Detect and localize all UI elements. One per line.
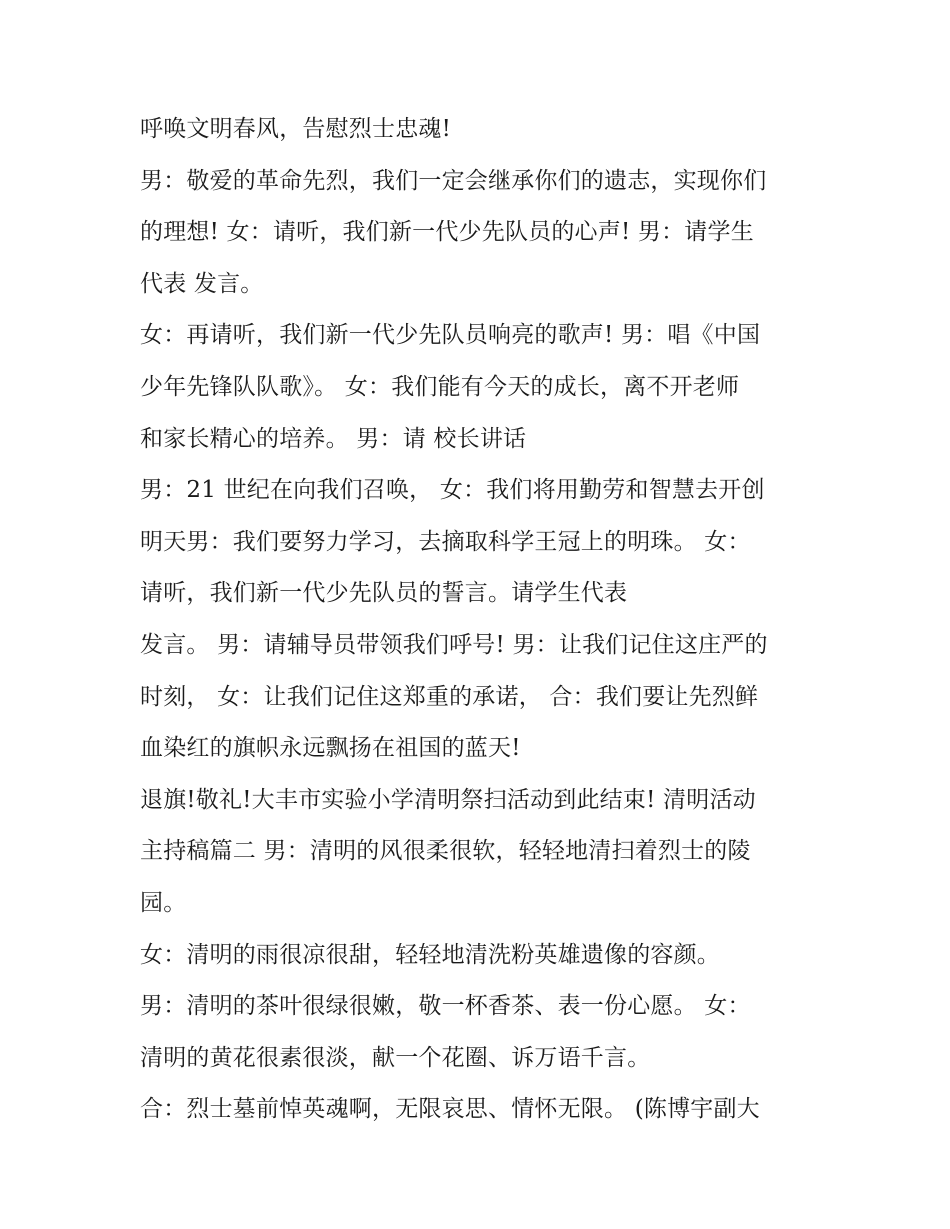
text-line: 男：清明的茶叶很绿很嫩，敬一杯香茶、表一份心愿。 女：: [140, 993, 751, 1020]
text-line: 呼唤文明春风，告慰烈士忠魂!: [140, 116, 452, 142]
text-line: 明天男：我们要努力学习，去摘取科学王冠上的明珠。 女：: [140, 528, 751, 555]
text-line: 主持稿篇二 男：清明的风很柔很软，轻轻地清扫着烈士的陵: [140, 838, 751, 865]
text-line: 园。: [140, 889, 187, 916]
text-line: 男：21 世纪在向我们召唤， 女：我们将用勤劳和智慧去开创: [140, 477, 765, 504]
document-body: [140, 104, 820, 1136]
text-line: 清明的黄花很素很淡，献一个花圈、诉万语千言。: [140, 1044, 651, 1071]
text-line: 少年先锋队队歌》。 女：我们能有今天的成长，离不开老师: [140, 373, 740, 400]
text-line: 合：烈士墓前悼英魂啊，无限哀思、情怀无限。 (陈博宇副大: [140, 1096, 760, 1123]
text-line: 的理想! 女：请听，我们新一代少先队员的心声! 男：请学生: [140, 219, 754, 246]
text-line: 代表 发言。: [140, 270, 264, 297]
text-line: 退旗!敬礼!大丰市实验小学清明祭扫活动到此结束! 清明活动: [140, 786, 756, 813]
text-line: 和家长精心的培养。 男：请 校长讲话: [140, 425, 527, 452]
text-line: 发言。 男：请辅导员带领我们呼号! 男：让我们记住这庄严的: [140, 631, 768, 658]
text-line: 时刻， 女：让我们记住这郑重的承诺， 合：我们要让先烈鲜: [140, 683, 759, 710]
text-line: 请听，我们新一代少先队员的誓言。请学生代表: [140, 580, 628, 607]
text-line: 男：敬爱的革命先烈，我们一定会继承你们的遗志，实现你们: [140, 167, 767, 194]
text-line: 女：再请听，我们新一代少先队员响亮的歌声! 男：唱《中国: [140, 322, 761, 349]
text-line: 女：清明的雨很凉很甜，轻轻地清洗粉英雄遗像的容颜。: [140, 941, 720, 968]
text-line: 血染红的旗帜永远飘扬在祖国的蓝天!: [140, 735, 521, 762]
